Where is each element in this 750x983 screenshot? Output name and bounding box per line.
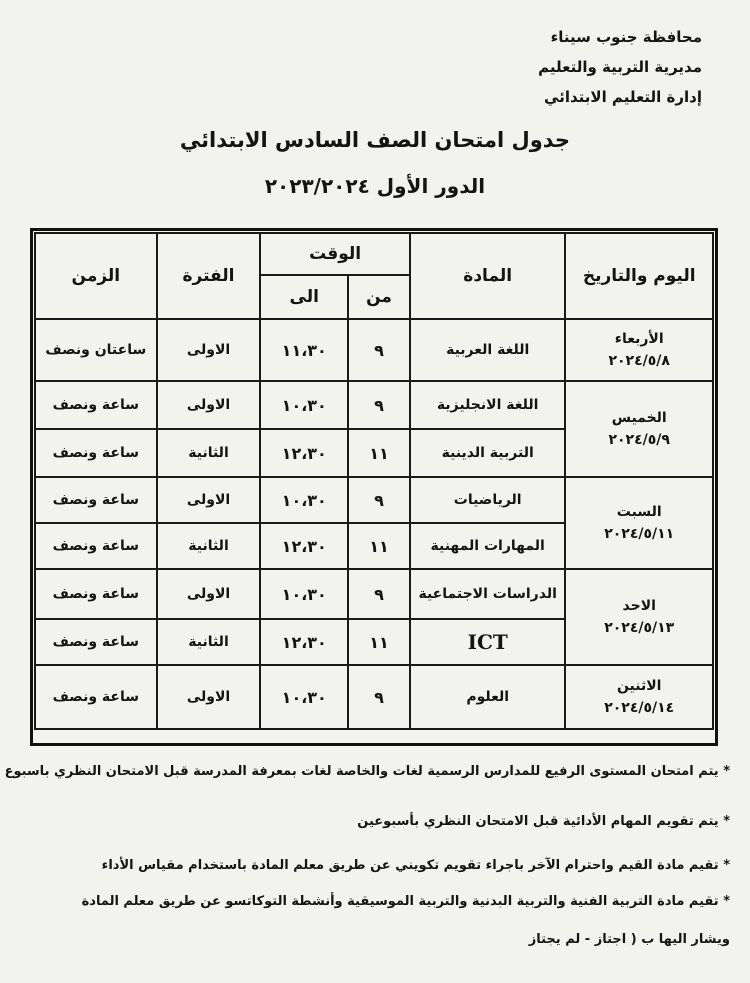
exam-date: ٢٠٢٤/٥/١١	[604, 526, 675, 542]
table-row	[35, 477, 713, 523]
header-from: من	[348, 275, 410, 319]
table-row	[35, 569, 713, 619]
period-cell: الثانية	[157, 619, 261, 665]
note-item: * تقيم مادة التربية الفنية والتربية البدنية والتربية الموسيقية وأنشطة التوكاتسو عن طريق معلم المادة	[81, 894, 730, 909]
day-name: الاحد	[622, 598, 656, 614]
exam-schedule-table	[34, 232, 714, 730]
directorate-line: مديرية التربية والتعليم	[538, 58, 702, 76]
day-name: الخميس	[611, 410, 667, 426]
table-row	[35, 319, 713, 381]
duration-cell: ساعتان ونصف	[35, 319, 157, 381]
day-date-cell	[565, 319, 713, 381]
subject-cell: العلوم	[410, 665, 566, 729]
subject-cell: اللغة العربية	[410, 319, 566, 381]
time-from-cell: ٩	[348, 665, 410, 729]
duration-cell: ساعة ونصف	[35, 569, 157, 619]
time-to-cell: ١٠،٣٠	[260, 477, 348, 523]
header-subject: المادة	[410, 233, 566, 319]
exam-date: ٢٠٢٤/٥/٨	[608, 353, 670, 369]
time-from-cell: ١١	[348, 523, 410, 569]
day-date-cell	[565, 665, 713, 729]
time-to-cell: ١١،٣٠	[260, 319, 348, 381]
page-subtitle: الدور الأول ٢٠٢٣/٢٠٢٤	[264, 174, 486, 198]
time-to-cell: ١٢،٣٠	[260, 429, 348, 477]
day-name: الأربعاء	[614, 331, 664, 347]
period-cell: الاولى	[157, 381, 261, 429]
header-day-date: اليوم والتاريخ	[565, 233, 713, 319]
period-cell: الاولى	[157, 569, 261, 619]
day-name: السبت	[616, 504, 662, 520]
table-row	[35, 665, 713, 729]
header-duration: الزمن	[35, 233, 157, 319]
note-item: * تقيم مادة القيم واحترام الآخر باجراء تقويم تكويني عن طريق معلم المادة باستخدام مقياس الأداء	[101, 858, 730, 873]
duration-cell: ساعة ونصف	[35, 381, 157, 429]
day-date-cell	[565, 477, 713, 569]
time-to-cell: ١٢،٣٠	[260, 619, 348, 665]
day-date-cell	[565, 381, 713, 477]
header-to: الى	[260, 275, 348, 319]
time-from-cell: ١١	[348, 429, 410, 477]
time-to-cell: ١٠،٣٠	[260, 569, 348, 619]
subject-cell: التربية الدينية	[410, 429, 566, 477]
duration-cell: ساعة ونصف	[35, 477, 157, 523]
time-from-cell: ٩	[348, 319, 410, 381]
subject-cell: اللغة الانجليزية	[410, 381, 566, 429]
exam-date: ٢٠٢٤/٥/٩	[608, 432, 670, 448]
subject-cell: ICT	[410, 619, 566, 665]
day-date-cell	[565, 569, 713, 665]
subject-cell: المهارات المهنية	[410, 523, 566, 569]
period-cell: الثانية	[157, 429, 261, 477]
header-period: الفترة	[157, 233, 261, 319]
header-time: الوقت	[260, 233, 410, 275]
duration-cell: ساعة ونصف	[35, 665, 157, 729]
administration-line: إدارة التعليم الابتدائي	[544, 88, 702, 106]
time-to-cell: ١٢،٣٠	[260, 523, 348, 569]
issuer-header	[538, 22, 702, 112]
period-cell: الاولى	[157, 319, 261, 381]
note-item: * يتم امتحان المستوى الرفيع للمدارس الرسمية لغات والخاصة لغات بمعرفة المدرسة قبل الامتحان النظري باسبوع	[4, 764, 730, 779]
time-from-cell: ٩	[348, 569, 410, 619]
period-cell: الاولى	[157, 665, 261, 729]
note-item: * يتم تقويم المهام الأدائية قبل الامتحان النظري بأسبوعين	[357, 814, 730, 829]
subject-cell: الدراسات الاجتماعية	[410, 569, 566, 619]
time-to-cell: ١٠،٣٠	[260, 665, 348, 729]
exam-date: ٢٠٢٤/٥/١٣	[604, 620, 675, 636]
day-name: الاثنين	[616, 678, 662, 694]
duration-cell: ساعة ونصف	[35, 429, 157, 477]
subject-cell: الرياضيات	[410, 477, 566, 523]
exam-date: ٢٠٢٤/٥/١٤	[604, 700, 675, 716]
time-from-cell: ١١	[348, 619, 410, 665]
duration-cell: ساعة ونصف	[35, 619, 157, 665]
table-row	[35, 381, 713, 429]
period-cell: الثانية	[157, 523, 261, 569]
period-cell: الاولى	[157, 477, 261, 523]
time-from-cell: ٩	[348, 477, 410, 523]
note-item: ويشار اليها ب ( اجتاز - لم يجتاز	[528, 932, 730, 947]
duration-cell: ساعة ونصف	[35, 523, 157, 569]
governorate-line: محافظة جنوب سيناء	[550, 28, 702, 46]
time-from-cell: ٩	[348, 381, 410, 429]
time-to-cell: ١٠،٣٠	[260, 381, 348, 429]
page-title: جدول امتحان الصف السادس الابتدائي	[179, 128, 571, 152]
